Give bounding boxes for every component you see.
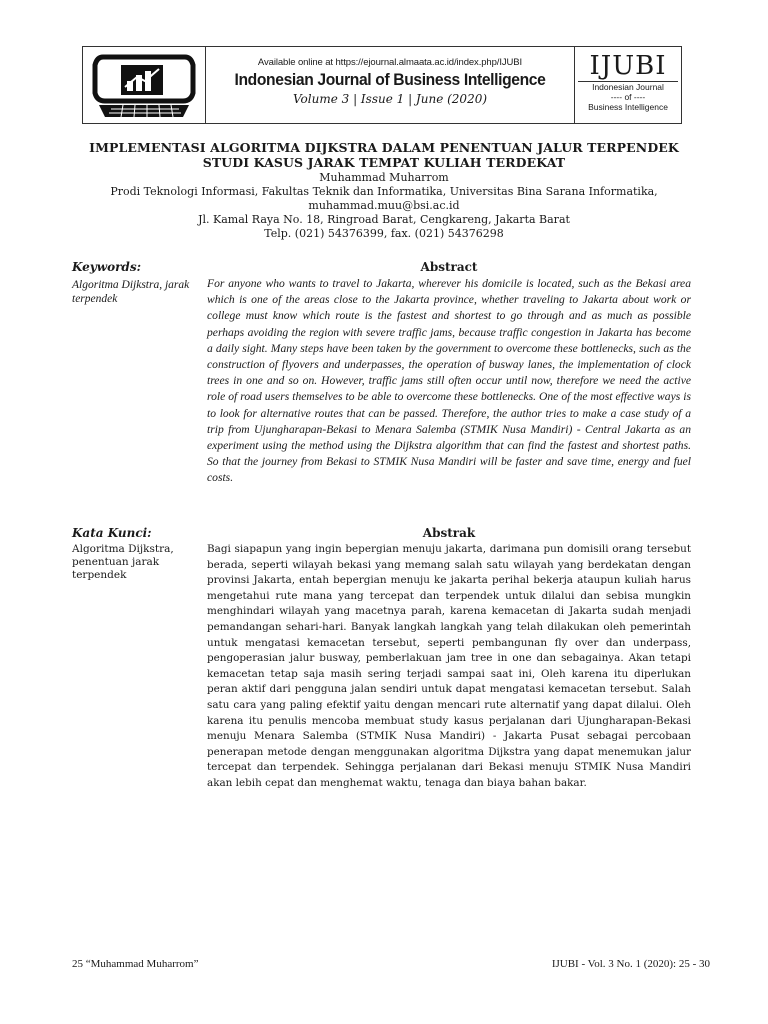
paper-author: Muhammad Muharrom xyxy=(319,171,449,184)
journal-header xyxy=(82,46,682,124)
journal-abbrev-cell xyxy=(575,47,681,123)
journal-title-cell xyxy=(206,47,575,123)
paper-title-block xyxy=(40,140,728,241)
paper-title-line-1: IMPLEMENTASI ALGORITMA DIJKSTRA DALAM PENENTUAN JALUR TERPENDEK xyxy=(89,140,679,155)
paper-affiliation: Prodi Teknologi Informasi, Fakultas Teknik dan Informatika, Universitas Bina Sarana Informatika, xyxy=(110,185,658,198)
abstract-english: For anyone who wants to travel to Jakarta, wherever his domicile is located, such as the Bekasi area which is one of the areas close to the Jakarta province, whether traveling to Jakarta about work or college must know which route is the fastest and shortest to go through and as much as possible perhaps avoiding the region with severe traffic jams, because traffic congestion in Jakarta has become a daily sight. Many steps have been taken by the government to overcome these bottlenecks, such as the construction of flyovers and underpasses, the operation of busway lanes, the implementation of clock trees in one and so on. However, traffic jams still often occur until now, therefore we need the active role of road users themselves to be able to overcome these bottlenecks. One of the most effective ways is to look for alternative routes that can be passed. Therefore, the author tries to make a case study of a trip from Ujungharapan-Bekasi to Menara Salemba (STMIK Nusa Mandiri) - Central Jakarta as an experiment using the method using the Dijkstra algorithm that can find the fastest and shortest paths. So that the journey from Bekasi to STMIK Nusa Mandiri will be faster and save time, energy and fuel costs. xyxy=(207,277,691,485)
paper-title-line-2: STUDI KASUS JARAK TEMPAT KULIAH TERDEKAT xyxy=(202,155,566,170)
kata-kunci-text: Algoritma Dijkstra, penentuan jarak terpendek xyxy=(72,543,174,581)
abbrev-line-2: ---- of ---- xyxy=(610,92,646,102)
paper-email: muhammad.muu@bsi.ac.id xyxy=(308,199,460,212)
journal-abbrev: IJUBI xyxy=(589,51,667,81)
journal-logo-icon xyxy=(83,47,205,123)
footer-citation: IJUBI - Vol. 3 No. 1 (2020): 25 - 30 xyxy=(551,958,710,970)
abstrak-heading: Abstrak xyxy=(422,526,476,540)
keywords-heading: Keywords: xyxy=(72,260,142,274)
paper-phone: Telp. (021) 54376399, fax. (021) 54376298 xyxy=(264,227,504,240)
paper-address: Jl. Kamal Raya No. 18, Ringroad Barat, Cengkareng, Jakarta Barat xyxy=(198,213,570,226)
keywords-text: Algoritma Dijkstra, jarak terpendek xyxy=(72,279,190,305)
journal-logo xyxy=(83,47,206,123)
footer-page-author: 25 “Muhammad Muharrom” xyxy=(72,958,199,970)
abbrev-line-1: Indonesian Journal xyxy=(592,82,664,92)
volume-line: Volume 3 | Issue 1 | June (2020) xyxy=(292,92,488,106)
abstrak-indonesian: Bagi siapapun yang ingin bepergian menuju jakarta, darimana pun domisili orang tersebut berada, seperti wilayah bekasi yang memang salah satu wilayah yang berdekatan dengan provinsi Jakarta, entah bepergian menuju ke jakarta perihal bekerja ataupun kuliah harus mengetahui rute mana yang tercepat dan terpendek untuk dilalui dan sebisa mungkin menghindari wilayah yang macetnya parah, karena kemacetan di Jakarta sudah menjadi pemandangan sehari-hari. Banyak langkah langkah yang telah dilakukan oleh pemerintah untuk mengatasi kemacetan tersebut, seperti pembangunan fly over dan underpass, pengoperasian jalur busway, pemberlakuan jam tree in one dan sebagainya. Akan tetapi kemacetan tetap saja masih sering terjadi sampai saat ini, Oleh karena itu diperlukan peran aktif dari pengguna jalan sendiri untuk dapat mengatasi kemacetan tersebut. Salah satu cara yang paling efektif yaitu dengan mencari rute alternatif yang dapat dilalui. Oleh karena itu penulis mencoba membuat study kasus perjalanan dari Ujungharapan-Bekasi menuju Menara Salemba (STMIK Nusa Mandiri) - Jakarta Pusat sebagai percobaan penerapan metode dengan menggunakan algoritma Dijkstra yang dapat menemukan jalur tercepat dan terpendek. Sehingga perjalanan dari Bekasi menuju STMIK Nusa Mandiri akan lebih cepat dan menghemat waktu, tenaga dan biaya bahan bakar. xyxy=(207,543,691,789)
abbrev-line-3: Business Intelligence xyxy=(588,102,668,112)
journal-name: Indonesian Journal of Business Intelligence xyxy=(234,70,546,89)
kata-kunci-heading: Kata Kunci: xyxy=(72,526,152,540)
abstract-heading: Abstract xyxy=(420,260,478,274)
available-online: Available online at https://ejournal.almaata.ac.id/index.php/IJUBI xyxy=(257,57,523,68)
